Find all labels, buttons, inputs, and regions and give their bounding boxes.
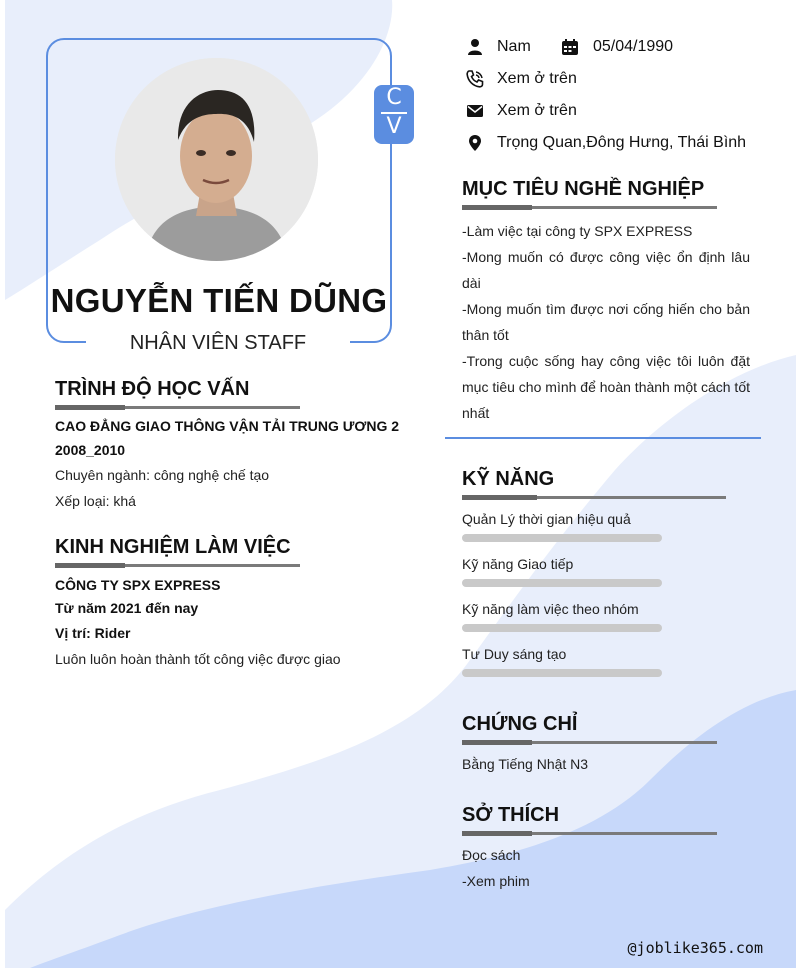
objective-line: -Trong cuộc sống hay công việc tôi luôn đặt mục tiêu cho mình để hoàn thành một cách tốt nhất bbox=[462, 353, 750, 421]
experience-role: Vị trí: Rider bbox=[55, 625, 131, 641]
skill-bar bbox=[462, 669, 662, 677]
profile-photo bbox=[115, 58, 318, 261]
skill-bar bbox=[462, 579, 662, 587]
user-icon bbox=[466, 38, 484, 56]
experience-company: CÔNG TY SPX EXPRESS bbox=[55, 577, 221, 593]
skill-name: Tư Duy sáng tạo bbox=[462, 646, 567, 662]
objective-rule bbox=[462, 206, 717, 209]
calendar-icon bbox=[561, 38, 579, 56]
phone-value: Xem ở trên bbox=[497, 70, 577, 87]
contact-email bbox=[466, 102, 577, 120]
hobbies-rule bbox=[462, 832, 717, 835]
candidate-name: NGUYỄN TIẾN DŨNG bbox=[50, 282, 388, 319]
skill-bar bbox=[462, 624, 662, 632]
experience-rule bbox=[55, 564, 300, 567]
skills-rule bbox=[462, 496, 726, 499]
certificates-rule bbox=[462, 741, 717, 744]
email-icon bbox=[466, 102, 484, 120]
objective-heading: MỤC TIÊU NGHỀ NGHIỆP bbox=[462, 178, 705, 200]
watermark: @joblike365.com bbox=[627, 939, 763, 957]
education-years: 2008_2010 bbox=[55, 442, 126, 458]
birthdate-value: 05/04/1990 bbox=[593, 38, 674, 55]
location-pin-icon bbox=[466, 134, 484, 152]
hobby-item: -Xem phim bbox=[462, 873, 530, 889]
skill-bar bbox=[462, 534, 662, 542]
education-rule bbox=[55, 406, 300, 409]
hobby-item: Đọc sách bbox=[462, 847, 521, 863]
contact-address bbox=[466, 134, 746, 152]
objective-line: -Mong muốn tìm được nơi cống hiến cho bản thân tốt bbox=[462, 301, 750, 343]
certificates-heading: CHỨNG CHỈ bbox=[462, 713, 578, 735]
section-divider bbox=[445, 437, 761, 439]
experience-description: Luôn luôn hoàn thành tốt công việc được giao bbox=[55, 651, 341, 667]
education-major: Chuyên ngành: công nghệ chế tạo bbox=[55, 467, 270, 483]
cv-badge-letter-v: V bbox=[386, 114, 402, 139]
contact-gender bbox=[466, 38, 531, 56]
education-grade: Xếp loại: khá bbox=[55, 493, 136, 509]
phone-icon bbox=[466, 70, 484, 88]
skills-heading: KỸ NĂNG bbox=[462, 468, 555, 490]
gender-value: Nam bbox=[497, 38, 531, 55]
contact-phone bbox=[466, 70, 577, 88]
hobbies-heading: SỞ THÍCH bbox=[462, 804, 560, 826]
objective-line: -Mong muốn có được công việc ổn định lâu dài bbox=[462, 249, 750, 291]
experience-period: Từ năm 2021 đến nay bbox=[55, 600, 199, 616]
contact-birthdate bbox=[561, 38, 673, 56]
skill-name: Quản Lý thời gian hiệu quả bbox=[462, 511, 631, 527]
cv-badge-letter-c: C bbox=[386, 85, 402, 110]
skill-name: Kỹ năng làm việc theo nhóm bbox=[462, 601, 639, 617]
address-value: Trọng Quan,Đông Hưng, Thái Bình bbox=[497, 134, 747, 151]
experience-heading: KINH NGHIỆM LÀM VIỆC bbox=[55, 536, 291, 558]
email-value: Xem ở trên bbox=[497, 102, 577, 119]
education-school: CAO ĐẲNG GIAO THÔNG VẬN TẢI TRUNG ƯƠNG 2 bbox=[55, 418, 400, 434]
objective-list bbox=[462, 218, 750, 426]
cv-badge bbox=[374, 85, 414, 144]
certificate-item: Bằng Tiếng Nhật N3 bbox=[462, 756, 589, 772]
candidate-position: NHÂN VIÊN STAFF bbox=[86, 330, 350, 356]
education-heading: TRÌNH ĐỘ HỌC VẤN bbox=[55, 378, 250, 400]
skill-name: Kỹ năng Giao tiếp bbox=[462, 556, 574, 572]
objective-line: -Làm việc tại công ty SPX EXPRESS bbox=[462, 223, 693, 239]
